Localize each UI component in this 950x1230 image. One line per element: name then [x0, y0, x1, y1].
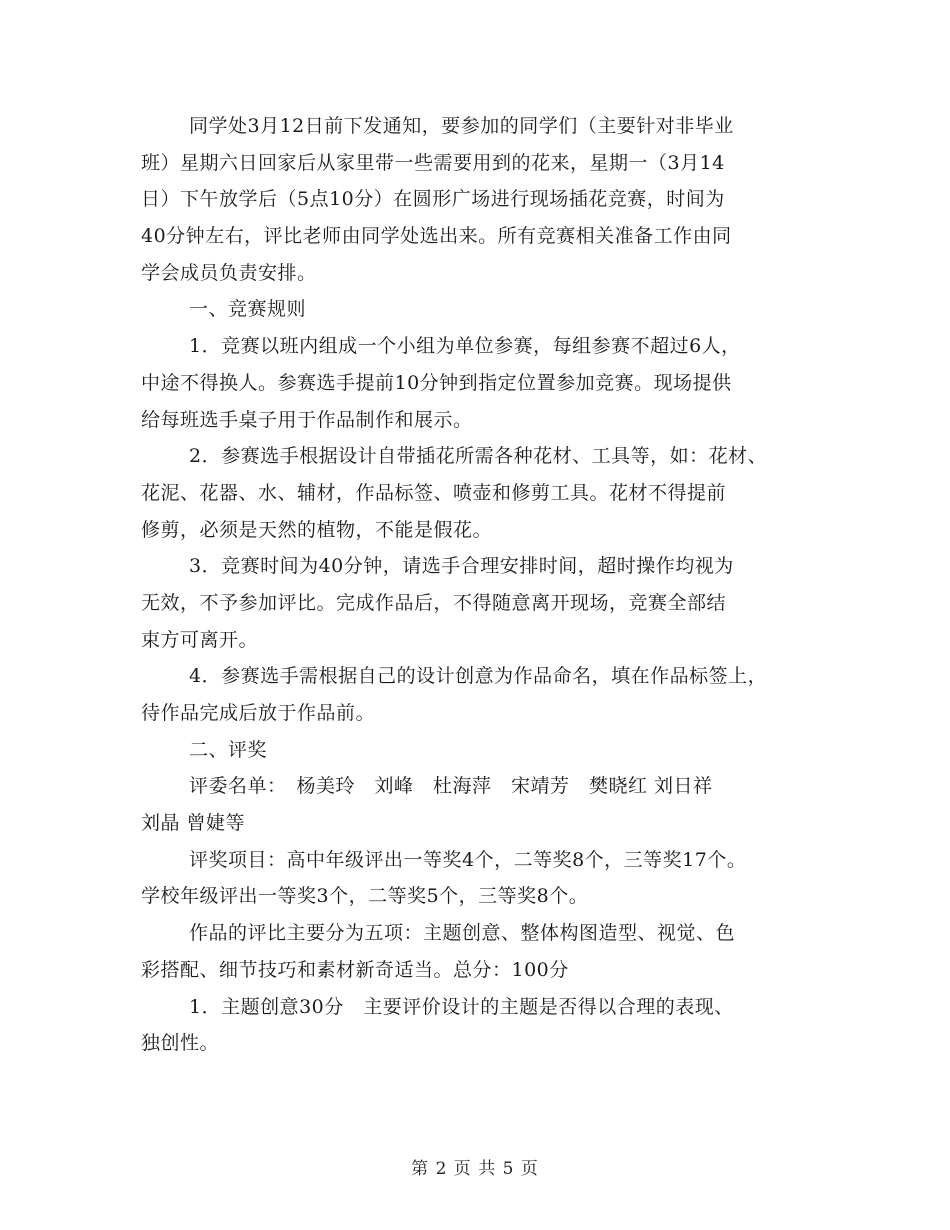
text-line: 中途不得换人。参赛选手提前10分钟到指定位置参加竞赛。现场提供: [141, 371, 732, 394]
text-line: 一、竞赛规则: [189, 298, 307, 321]
text-line: 班）星期六日回家后从家里带一些需要用到的花来，星期一（3月14: [141, 151, 725, 174]
text-line: 刘晶 曾婕等: [141, 812, 246, 835]
text-line: 无效，不予参加评比。完成作品后，不得随意离开现场，竞赛全部结: [141, 591, 727, 614]
document-body: [141, 108, 831, 1062]
text-line: 学会成员负责安排。: [141, 261, 317, 284]
text-line: 学校年级评出一等奖3个，二等奖5个，三等奖8个。: [141, 885, 589, 908]
text-line: 花泥、花器、水、辅材，作品标签、喷壶和修剪工具。花材不得提前: [141, 481, 727, 504]
text-line: 二、评奖: [189, 738, 268, 761]
text-line: 3．竞赛时间为40分钟，请选手合理安排时间，超时操作均视为: [189, 555, 734, 578]
text-line: 评委名单： 杨美玲 刘峰 杜海萍 宋靖芳 樊晓红 刘日祥: [189, 775, 713, 798]
text-line: 作品的评比主要分为五项：主题创意、整体构图造型、视觉、色: [189, 922, 736, 945]
text-line: 同学处3月12日前下发通知，要参加的同学们（主要针对非毕业: [189, 115, 734, 137]
page-number: 第 2 页 共 5 页: [411, 1159, 539, 1179]
text-line: 2．参赛选手根据设计自带插花所需各种花材、工具等，如：花材、: [189, 445, 768, 468]
text-line: 独创性。: [141, 1032, 220, 1055]
text-line: 4．参赛选手需根据自己的设计创意为作品命名，填在作品标签上，: [189, 665, 768, 688]
text-line: 待作品完成后放于作品前。: [141, 702, 376, 724]
text-line: 给每班选手桌子用于作品制作和展示。: [141, 408, 473, 431]
text-line: 修剪，必须是天然的植物，不能是假花。: [141, 518, 493, 541]
text-line: 束方可离开。: [141, 628, 259, 651]
text-line: 彩搭配、细节技巧和素材新奇适当。总分：100分: [141, 958, 569, 981]
text-line: 评奖项目：高中年级评出一等奖4个，二等奖8个，三等奖17个。: [189, 848, 747, 871]
text-line: 40分钟左右，评比老师由同学处选出来。所有竞赛相关准备工作由同: [141, 225, 732, 248]
text-line: 1．竞赛以班内组成一个小组为单位参赛，每组参赛不超过6人，: [189, 335, 741, 358]
text-line: 日）下午放学后（5点10分）在圆形广场进行现场插花竞赛，时间为: [141, 188, 725, 211]
text-line: 1．主题创意30分 主要评价设计的主题是否得以合理的表现、: [189, 995, 734, 1018]
